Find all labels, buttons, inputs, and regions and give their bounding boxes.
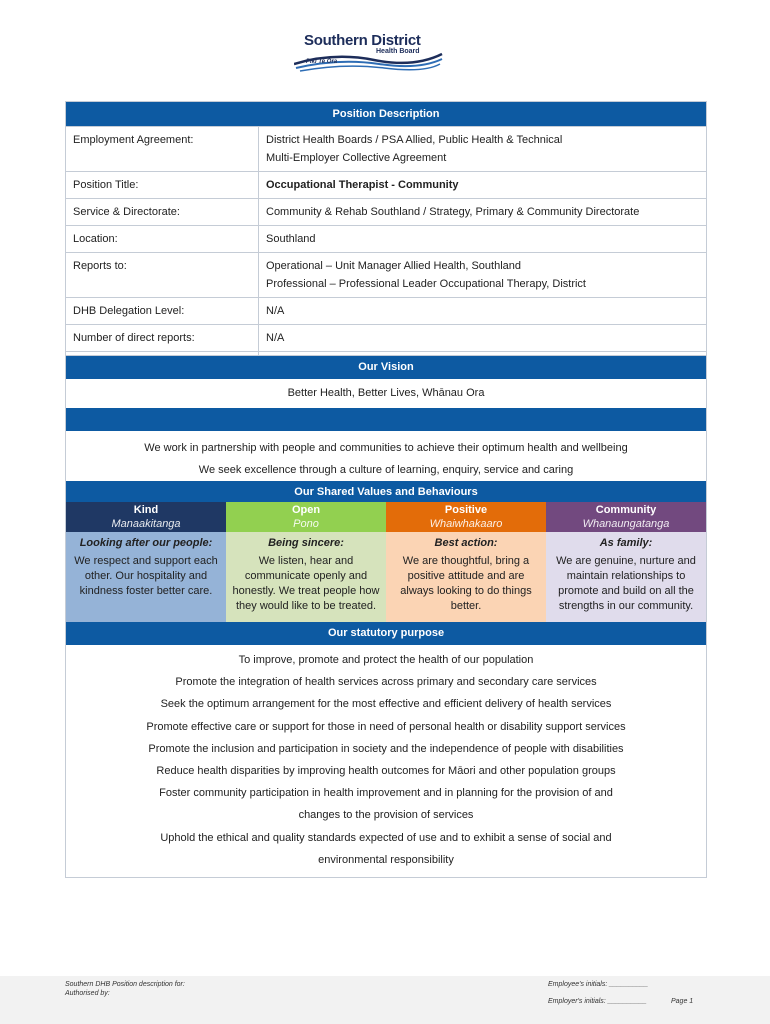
vision-header: Our Vision	[66, 356, 706, 379]
row-value-line: Operational – Unit Manager Allied Health, Southland	[266, 260, 521, 272]
row-value-line: District Health Boards / PSA Allied, Public Health & Technical	[266, 134, 563, 146]
row-value	[259, 127, 707, 172]
row-label: Position Title:	[66, 172, 259, 199]
table-row	[66, 253, 707, 298]
value-text: We respect and support each other. Our hospitality and kindness foster better care.	[74, 555, 218, 597]
value-head	[66, 502, 226, 532]
logo-subtitle: Health Board	[376, 48, 420, 55]
value-maori-name: Whanaungatanga	[582, 518, 670, 530]
value-column-open	[226, 502, 386, 622]
mission-header-bar	[66, 408, 706, 431]
value-text: We are genuine, nurture and maintain relationships to promote and build on all the strengths in our community.	[556, 555, 696, 612]
table-row	[66, 172, 707, 199]
value-body	[386, 532, 546, 622]
statutory-line: Promote effective care or support for those in need of personal health or disability support services	[146, 720, 626, 733]
value-column-positive	[386, 502, 546, 622]
table-row	[66, 226, 707, 253]
vision-values-section	[65, 355, 707, 878]
row-value: N/A	[259, 298, 707, 325]
row-value	[259, 253, 707, 298]
statutory-line: Foster community participation in health improvement and in planning for the provision of and	[159, 787, 613, 800]
value-maori-name: Pono	[293, 518, 319, 530]
statutory-line: changes to the provision of services	[298, 809, 474, 822]
value-head	[386, 502, 546, 532]
vision-text: Better Health, Better Lives, Whānau Ora	[287, 387, 485, 399]
value-maori-name: Manaakitanga	[111, 518, 181, 530]
statutory-line: Reduce health disparities by improving health outcomes for Māori and other population groups	[156, 765, 616, 778]
table-row	[66, 127, 707, 172]
value-head	[546, 502, 706, 532]
value-name: Positive	[444, 504, 488, 516]
value-text: We are thoughtful, bring a positive attitude and are always looking to do things better.	[400, 555, 532, 612]
row-label: Location:	[66, 226, 259, 253]
statutory-line: Promote the inclusion and participation in society and the independence of people with disabilities	[148, 742, 624, 755]
statutory-line: Uphold the ethical and quality standards expected of use and to exhibit a sense of social and	[160, 831, 612, 844]
value-column-community	[546, 502, 706, 622]
footer-employer-initials: Employer's initials: __________	[548, 998, 647, 1005]
row-value-line: Multi-Employer Collective Agreement	[266, 152, 447, 164]
footer-description-label: Southern DHB Position description for:	[65, 981, 185, 988]
mission-line: We seek excellence through a culture of learning, enquiry, service and caring	[198, 464, 574, 476]
value-title: Looking after our people:	[79, 537, 213, 549]
position-description-table	[65, 101, 707, 379]
statutory-purpose-list	[66, 645, 706, 877]
mission-block	[66, 431, 706, 481]
value-head	[226, 502, 386, 532]
mission-line: We work in partnership with people and communities to achieve their optimum health and wellbeing	[144, 442, 628, 454]
position-title-value: Occupational Therapist - Community	[259, 172, 707, 199]
footer-authorised-label: Authorised by:	[65, 990, 110, 997]
value-title: Best action:	[434, 537, 498, 549]
footer-page-number: Page 1	[671, 998, 694, 1005]
footer-employee-initials: Employee's initials: __________	[548, 981, 649, 988]
row-value: Community & Rehab Southland / Strategy, Primary & Community Directorate	[259, 199, 707, 226]
row-value: Southland	[259, 226, 707, 253]
logo-tagline: Piki Te Ora	[306, 59, 338, 65]
row-label: Number of direct reports:	[66, 325, 259, 352]
logo-title: Southern District	[304, 32, 421, 49]
value-title: As family:	[599, 537, 653, 549]
value-maori-name: Whaiwhakaaro	[429, 518, 503, 530]
row-label: Service & Directorate:	[66, 199, 259, 226]
statutory-line: environmental responsibility	[318, 853, 454, 866]
value-column-kind	[66, 502, 226, 622]
value-body	[226, 532, 386, 622]
row-value-line: Professional – Professional Leader Occupational Therapy, District	[266, 278, 586, 290]
statutory-header: Our statutory purpose	[66, 622, 706, 645]
value-title: Being sincere:	[268, 537, 344, 549]
row-label: DHB Delegation Level:	[66, 298, 259, 325]
value-body	[66, 532, 226, 622]
table-row	[66, 298, 707, 325]
table-row	[66, 325, 707, 352]
row-label: Employment Agreement:	[66, 127, 259, 172]
value-name: Open	[291, 504, 321, 516]
values-header: Our Shared Values and Behaviours	[66, 481, 706, 502]
table-row	[66, 199, 707, 226]
row-label: Reports to:	[66, 253, 259, 298]
value-body	[546, 532, 706, 622]
value-text: We listen, hear and communicate openly and honestly. We treat people how they would like to be treated.	[232, 555, 380, 612]
values-grid	[66, 502, 706, 622]
value-name: Kind	[133, 504, 159, 516]
page-footer	[0, 976, 770, 1024]
statutory-line: Promote the integration of health services across primary and secondary care services	[175, 676, 597, 689]
statutory-line: Seek the optimum arrangement for the most effective and efficient delivery of health services	[160, 698, 612, 711]
row-value: N/A	[259, 325, 707, 352]
position-description-header: Position Description	[66, 102, 707, 127]
value-name: Community	[595, 504, 657, 516]
sdhb-logo	[294, 28, 444, 72]
statutory-line: To improve, promote and protect the health of our population	[238, 654, 534, 666]
